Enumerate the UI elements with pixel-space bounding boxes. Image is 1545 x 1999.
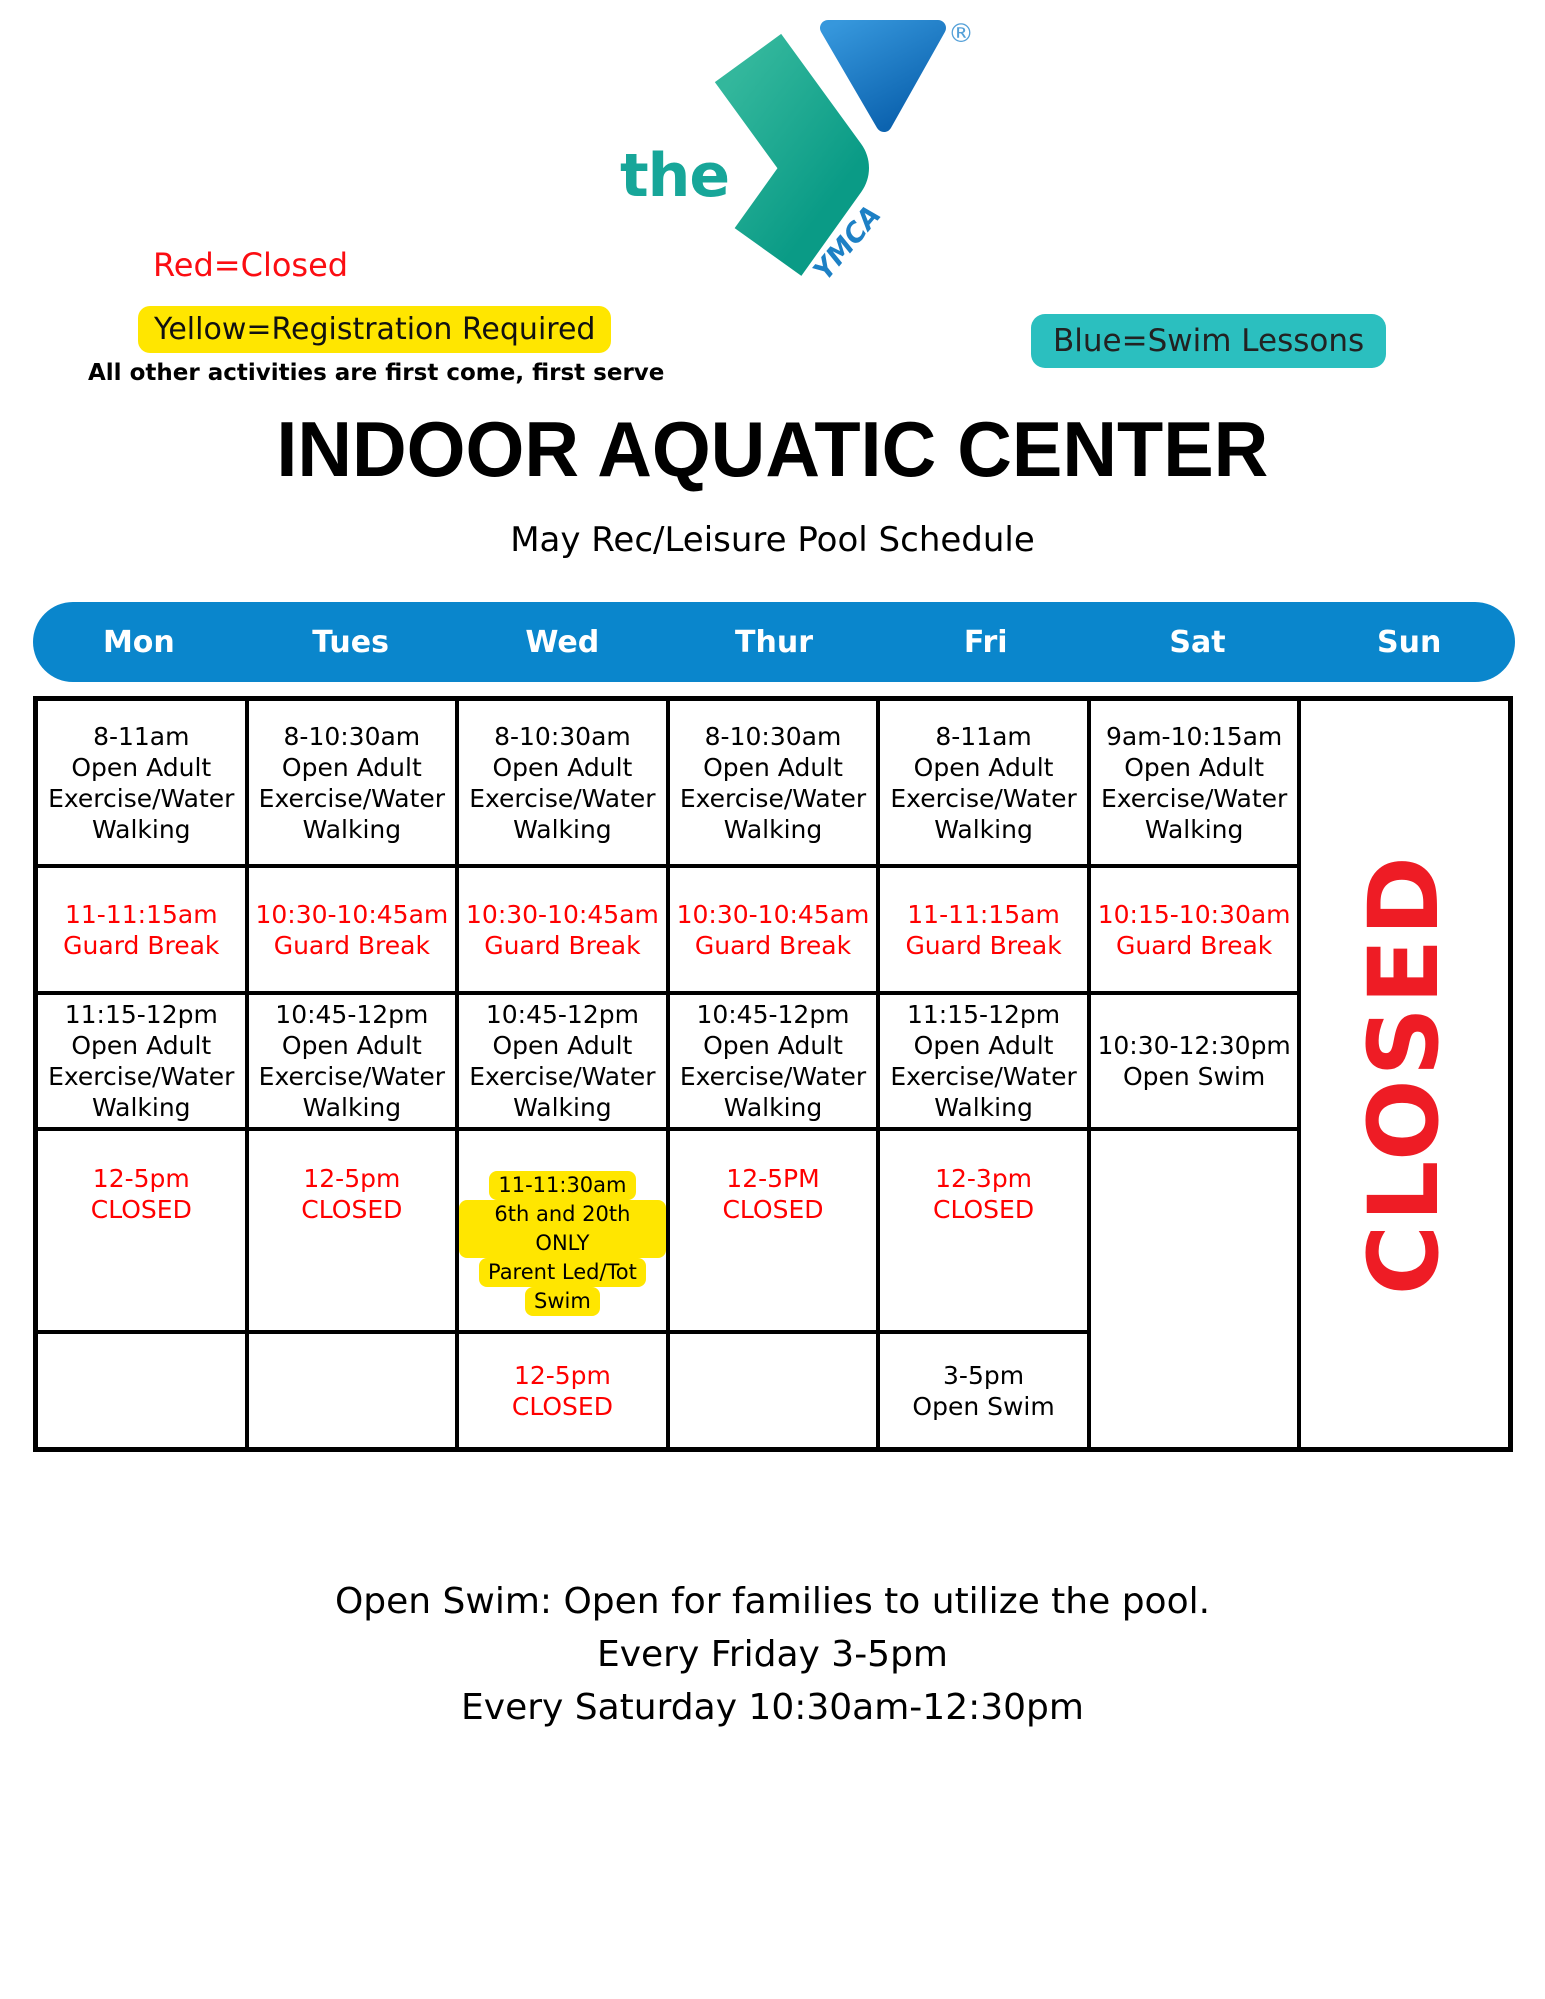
legend-red-closed: Red=Closed: [153, 246, 349, 284]
open-swim-note: [0, 1576, 1545, 1735]
day-label-fri: Fri: [963, 624, 1008, 660]
day-label-mon: Mon: [102, 624, 175, 660]
day-header: [33, 602, 1515, 682]
cell-mon-morning: 8-11am Open Adult Exercise/Water Walking: [36, 699, 247, 866]
legend-first-come-note: All other activities are first come, first serve: [88, 360, 665, 386]
day-label-sun: Sun: [1377, 624, 1442, 660]
y-triangle: [828, 28, 938, 124]
cell-mon-guard-break: 11-11:15am Guard Break: [36, 866, 247, 993]
schedule-table: [33, 696, 1513, 1452]
cell-fri-guard-break: 11-11:15am Guard Break: [878, 866, 1089, 993]
open-swim-note-line2: Every Friday 3-5pm: [596, 1633, 949, 1675]
cell-thur-guard-break: 10:30-10:45am Guard Break: [668, 866, 879, 993]
cell-wed-parent-tot-swim: 11-11:30am 6th and 20th ONLY Parent Led/Tot Swim: [457, 1129, 668, 1332]
day-label-wed: Wed: [525, 624, 600, 660]
cell-tues-midday: 10:45-12pm Open Adult Exercise/Water Walking: [247, 993, 458, 1129]
day-label-thur: Thur: [735, 624, 813, 660]
y-chevron: [748, 58, 828, 252]
cell-wed-morning: 8-10:30am Open Adult Exercise/Water Walking: [457, 699, 668, 866]
ymca-logo: [560, 0, 1000, 340]
cell-tues-empty: [247, 1332, 458, 1449]
cell-fri-morning: 8-11am Open Adult Exercise/Water Walking: [878, 699, 1089, 866]
cell-mon-empty: [36, 1332, 247, 1449]
cell-wed-midday: 10:45-12pm Open Adult Exercise/Water Walking: [457, 993, 668, 1129]
cell-thur-closed: 12-5PM CLOSED: [668, 1129, 879, 1332]
cell-fri-closed: 12-3pm CLOSED: [878, 1129, 1089, 1332]
cell-wed-closed: 12-5pm CLOSED: [457, 1332, 668, 1449]
closed-vertical-text: CLOSED: [1348, 852, 1461, 1296]
cell-thur-midday: 10:45-12pm Open Adult Exercise/Water Walking: [668, 993, 879, 1129]
day-label-tues: Tues: [312, 624, 389, 660]
day-label-sat: Sat: [1169, 624, 1226, 660]
cell-sat-open-swim: 10:30-12:30pm Open Swim: [1089, 993, 1300, 1129]
page-subtitle: May Rec/Leisure Pool Schedule: [510, 520, 1035, 560]
open-swim-note-line1: Open Swim: Open for families to utilize the pool.: [334, 1581, 1211, 1622]
logo-the-text: the: [620, 141, 730, 211]
legend-yellow-registration: Yellow=Registration Required: [138, 306, 611, 353]
cell-tues-guard-break: 10:30-10:45am Guard Break: [247, 866, 458, 993]
cell-tues-closed: 12-5pm CLOSED: [247, 1129, 458, 1332]
cell-mon-closed: 12-5pm CLOSED: [36, 1129, 247, 1332]
cell-sun-closed: [1299, 699, 1510, 1449]
cell-wed-guard-break: 10:30-10:45am Guard Break: [457, 866, 668, 993]
cell-sat-empty: [1089, 1129, 1300, 1449]
cell-mon-midday: 11:15-12pm Open Adult Exercise/Water Walking: [36, 993, 247, 1129]
page-title: INDOOR AQUATIC CENTER: [276, 405, 1269, 493]
cell-thur-morning: 8-10:30am Open Adult Exercise/Water Walking: [668, 699, 879, 866]
cell-tues-morning: 8-10:30am Open Adult Exercise/Water Walking: [247, 699, 458, 866]
legend-blue-swim-lessons: Blue=Swim Lessons: [1031, 314, 1386, 368]
cell-fri-open-swim: 3-5pm Open Swim: [878, 1332, 1089, 1449]
cell-sat-guard-break: 10:15-10:30am Guard Break: [1089, 866, 1300, 993]
cell-fri-midday: 11:15-12pm Open Adult Exercise/Water Walking: [878, 993, 1089, 1129]
registered-mark-icon: ®: [948, 19, 974, 49]
cell-thur-empty: [668, 1332, 879, 1449]
cell-sat-morning: 9am-10:15am Open Adult Exercise/Water Walking: [1089, 699, 1300, 866]
logo-ymca-text: YMCA: [807, 199, 888, 287]
open-swim-note-line3: Every Saturday 10:30am-12:30pm: [461, 1686, 1084, 1728]
